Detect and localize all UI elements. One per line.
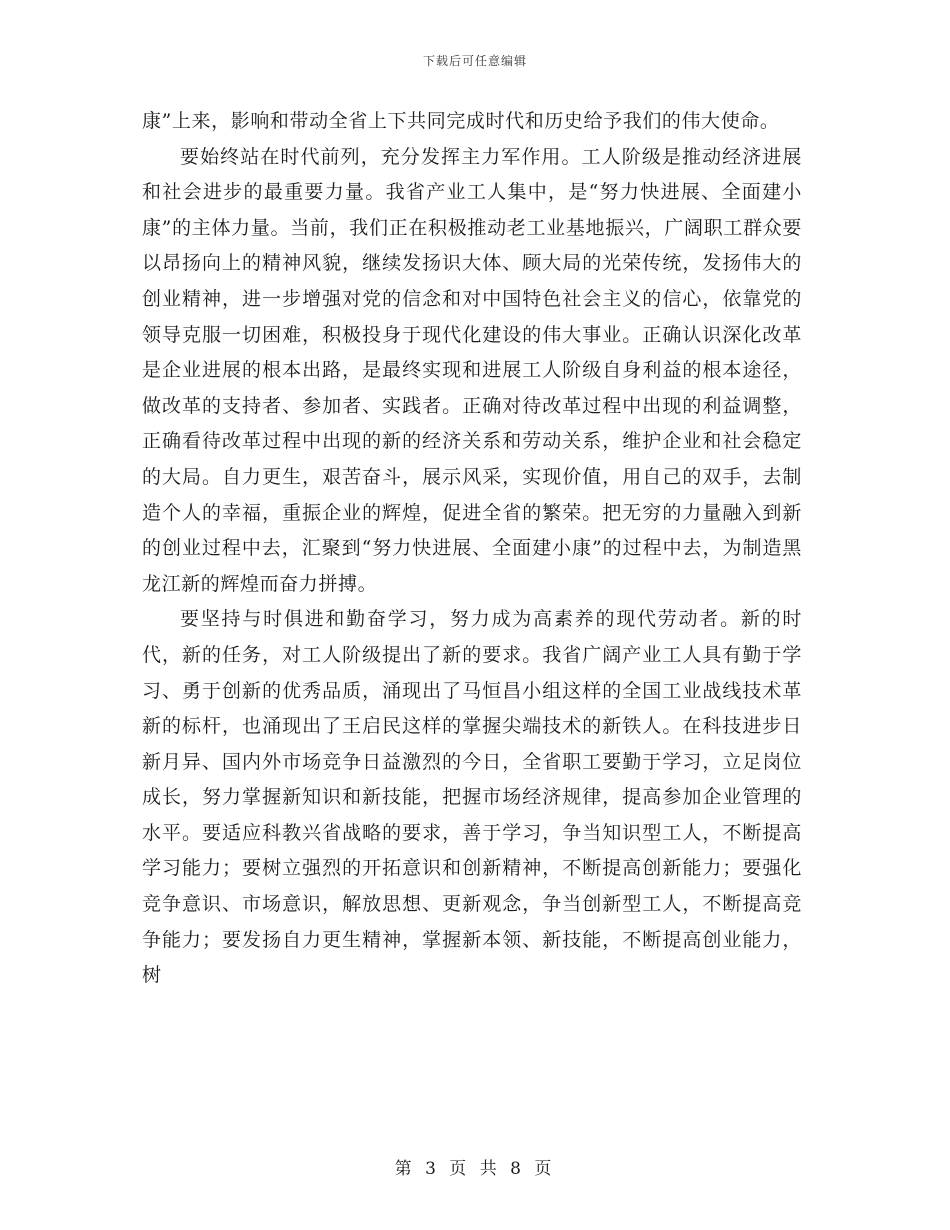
paragraph-learning: 要坚持与时俱进和勤奋学习，努力成为高素养的现代劳动者。新的时代，新的任务，对工人阶级提出了新的要求。我省广阔产业工人具有勤于学习、勇于创新的优秀品质，涌现出了马恒昌小组这样的全国工业战线技术革新的标杆，也涌现出了王启民这样的掌握尖端技术的新铁人。在科技进步日新月异、国内外市场竞争日益激烈的今日，全省职工要勤于学习，立足岗位成长，努力掌握新知识和新技能，把握市场经济规律，提高参加企业管理的水平。要适应科教兴省战略的要求，善于学习，争当知识型工人，不断提高学习能力；要树立强烈的开拓意识和创新精神，不断提高创新能力；要强化竞争意识、市场意识，解放思想、更新观念，争当创新型工人，不断提高竞争能力；要发扬自力更生精神，掌握新本领、新技能，不断提高创业能力，树 [142,608,802,987]
paragraph-continued: 康”上来，影响和带动全省上下共同完成时代和历史给予我们的伟大使命。 [142,110,780,132]
page-number: 第 3 页 共 8 页 [394,1159,556,1179]
paragraph-vanguard: 要始终站在时代前列，充分发挥主力军作用。工人阶级是推动经济进展和社会进步的最重要力量。我省产业工人集中，是“努力快进展、全面建小康”的主体力量。当前，我们正在积极推动老工业基地振兴，广阔职工群众要以昂扬向上的精神风貌，继续发扬识大体、顾大局的光荣传统，发扬伟大的创业精神，进一步增强对党的信念和对中国特色社会主义的信心，依靠党的领导克服一切困难，积极投身于现代化建设的伟大事业。正确认识深化改革是企业进展的根本出路，是最终实现和进展工人阶级自身利益的根本途径，做改革的支持者、参加者、实践者。正确对待改革过程中出现的利益调整，正确看待改革过程中出现的新的经济关系和劳动关系，维护企业和社会稳定的大局。自力更生，艰苦奋斗，展示风采，实现价值，用自己的双手，去制造个人的幸福，重振企业的辉煌，促进全省的繁荣。把无穷的力量融入到新的创业过程中去，汇聚到“努力快进展、全面建小康”的过程中去，为制造黑龙江新的辉煌而奋力拼搏。 [142,145,802,595]
document-body [142,104,802,994]
page-header-note: 下载后可任意编辑 [422,54,527,68]
